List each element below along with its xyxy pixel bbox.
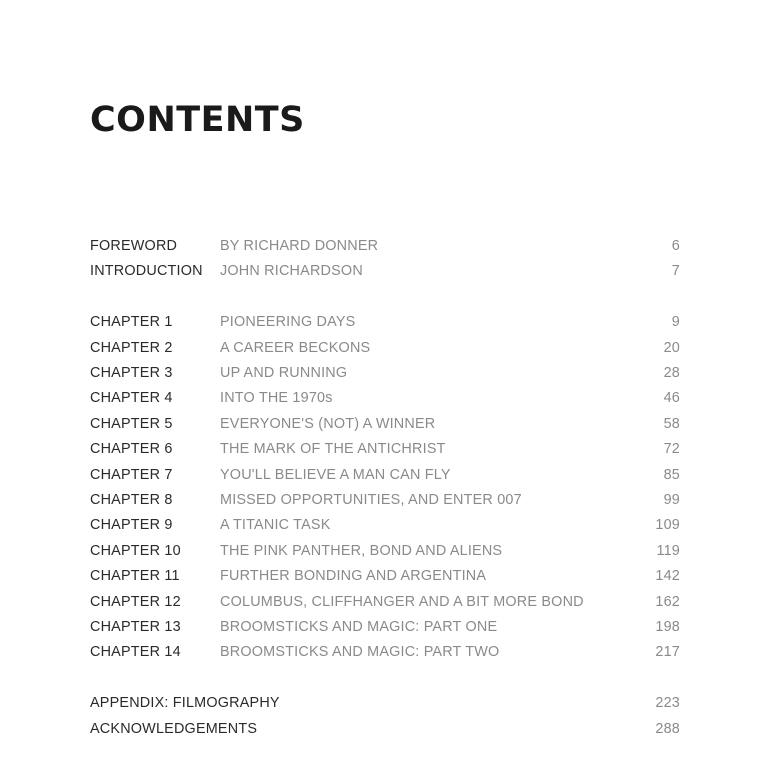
entry-label: CHAPTER 5 — [90, 415, 173, 432]
toc-entry[interactable] — [90, 234, 682, 259]
back-matter-group — [90, 691, 682, 742]
entry-label: CHAPTER 13 — [90, 618, 181, 635]
entry-page-number: 142 — [655, 568, 680, 585]
entry-subtitle: JOHN RICHARDSON — [220, 263, 363, 280]
entry-subtitle: INTO THE 1970s — [220, 390, 333, 407]
entry-subtitle: BROOMSTICKS AND MAGIC: PART TWO — [220, 644, 500, 661]
entry-subtitle: A CAREER BECKONS — [220, 339, 371, 356]
entry-page-number: 217 — [655, 644, 680, 661]
entry-page-number: 9 — [671, 314, 680, 331]
chapters-group — [90, 310, 682, 665]
entry-label: ACKNOWLEDGEMENTS — [90, 720, 258, 737]
entry-subtitle: BY RICHARD DONNER — [220, 238, 379, 254]
entry-label: CHAPTER 8 — [90, 492, 173, 509]
page-title: CONTENTS — [90, 100, 305, 140]
entry-subtitle: THE PINK PANTHER, BOND AND ALIENS — [220, 542, 503, 559]
toc-entry[interactable] — [90, 488, 682, 513]
toc-entry[interactable] — [90, 513, 682, 538]
entry-label: CHAPTER 7 — [90, 466, 173, 483]
toc-entry[interactable] — [90, 386, 682, 411]
entry-label: CHAPTER 4 — [90, 390, 173, 407]
entry-subtitle: A TITANIC TASK — [220, 517, 331, 534]
toc-entry[interactable] — [90, 412, 682, 437]
entry-subtitle: UP AND RUNNING — [220, 365, 348, 382]
entry-label: CHAPTER 2 — [90, 339, 173, 356]
entry-label: CHAPTER 9 — [90, 517, 173, 534]
entry-label: CHAPTER 12 — [90, 593, 181, 610]
toc-entry[interactable] — [90, 539, 682, 564]
entry-subtitle: COLUMBUS, CLIFFHANGER AND A BIT MORE BOND — [220, 593, 584, 610]
toc-entry[interactable] — [90, 564, 682, 589]
toc-entry[interactable] — [90, 336, 682, 361]
entry-subtitle: MISSED OPPORTUNITIES, AND ENTER 007 — [220, 492, 522, 509]
entry-page-number: 20 — [663, 339, 680, 356]
entry-subtitle: YOU'LL BELIEVE A MAN CAN FLY — [220, 466, 451, 483]
toc-entry[interactable] — [90, 691, 682, 716]
entry-page-number: 99 — [663, 492, 680, 509]
toc-entry[interactable] — [90, 259, 682, 284]
entry-label: CHAPTER 6 — [90, 441, 173, 458]
entry-page-number: 46 — [663, 390, 680, 407]
entry-page-number: 109 — [655, 517, 680, 534]
entry-label: CHAPTER 14 — [90, 644, 181, 661]
toc-entry[interactable] — [90, 640, 682, 665]
entry-subtitle: EVERYONE'S (NOT) A WINNER — [220, 415, 436, 432]
toc-entry[interactable] — [90, 437, 682, 462]
entry-page-number: 198 — [655, 618, 680, 635]
entry-label: INTRODUCTION — [90, 263, 203, 280]
entry-page-number: 288 — [655, 720, 680, 737]
entry-page-number: 6 — [671, 238, 680, 254]
entry-label: APPENDIX: FILMOGRAPHY — [90, 695, 280, 712]
table-of-contents — [90, 234, 682, 742]
toc-entry[interactable] — [90, 717, 682, 742]
entry-page-number: 72 — [663, 441, 680, 458]
entry-label: CHAPTER 3 — [90, 365, 173, 382]
entry-page-number: 162 — [655, 593, 680, 610]
entry-label: FOREWORD — [90, 238, 178, 254]
entry-subtitle: THE MARK OF THE ANTICHRIST — [220, 441, 446, 458]
entry-subtitle: PIONEERING DAYS — [220, 314, 356, 331]
toc-entry[interactable] — [90, 463, 682, 488]
entry-page-number: 7 — [671, 263, 680, 280]
entry-subtitle: BROOMSTICKS AND MAGIC: PART ONE — [220, 618, 498, 635]
toc-entry[interactable] — [90, 590, 682, 615]
entry-label: CHAPTER 10 — [90, 542, 181, 559]
front-matter-group — [90, 234, 682, 285]
entry-page-number: 28 — [663, 365, 680, 382]
entry-page-number: 119 — [656, 542, 680, 559]
entry-subtitle: FURTHER BONDING AND ARGENTINA — [220, 568, 487, 585]
entry-page-number: 58 — [663, 415, 680, 432]
entry-label: CHAPTER 1 — [90, 314, 173, 331]
entry-label: CHAPTER 11 — [90, 568, 180, 585]
toc-entry[interactable] — [90, 310, 682, 335]
toc-entry[interactable] — [90, 615, 682, 640]
entry-page-number: 85 — [663, 466, 680, 483]
toc-entry[interactable] — [90, 361, 682, 386]
entry-page-number: 223 — [655, 695, 680, 712]
